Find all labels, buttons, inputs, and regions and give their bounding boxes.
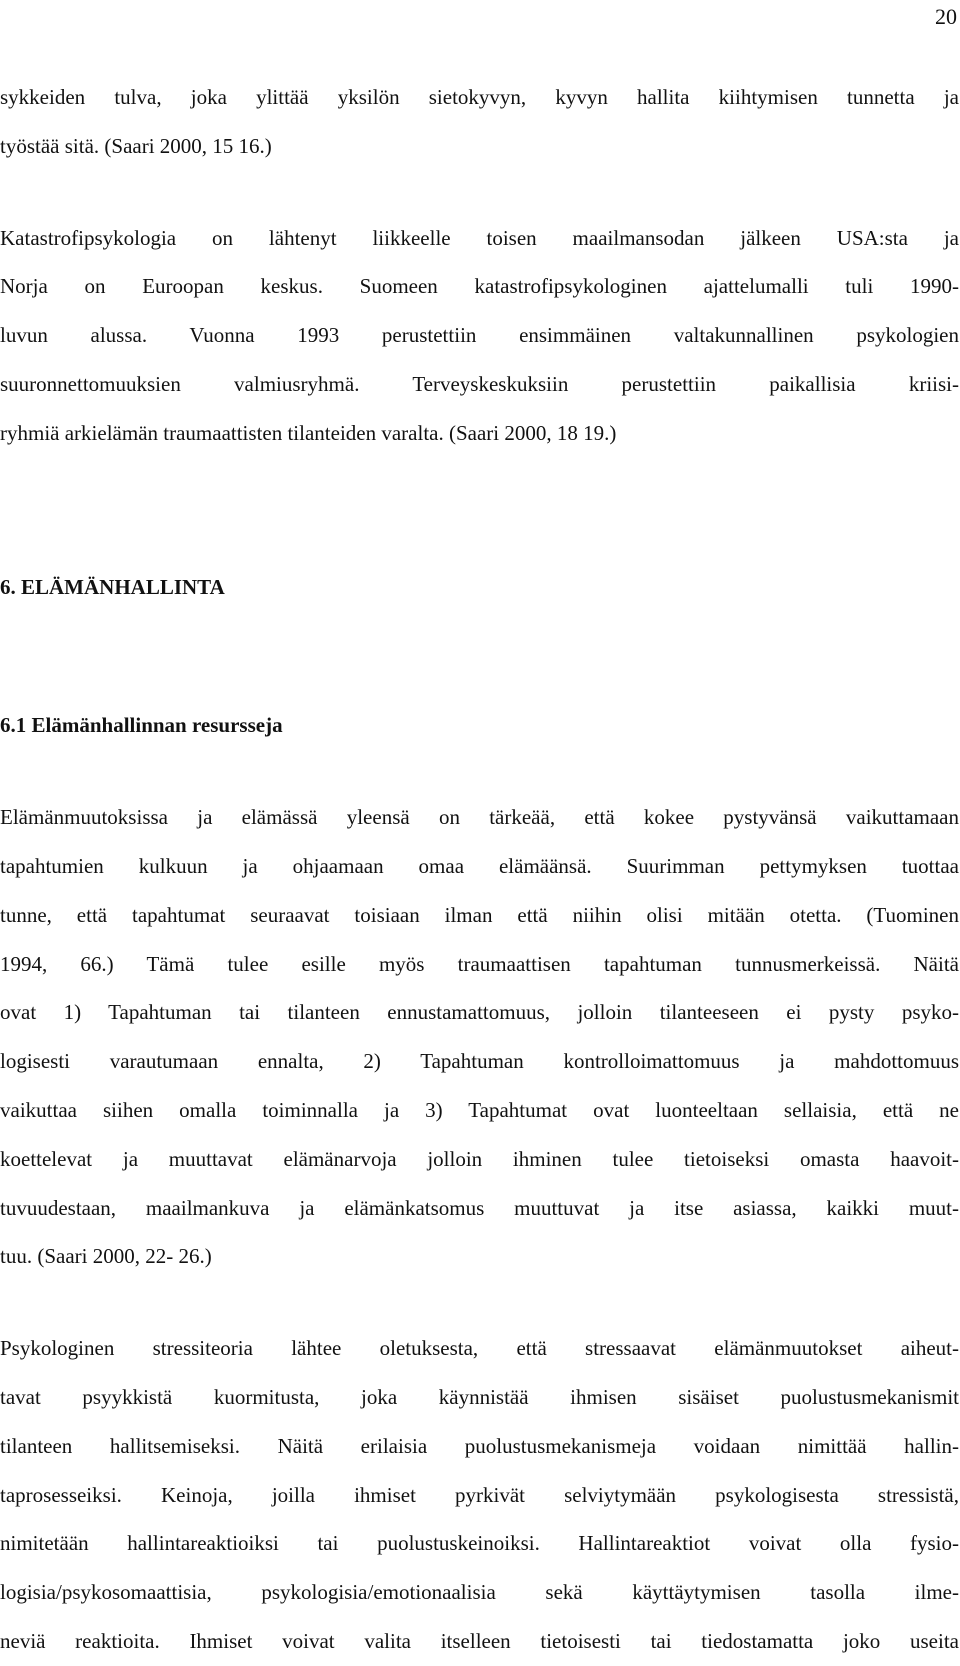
text-line: taprosesseiksi. Keinoja, joilla ihmiset pyrkivät selviytymään psykologisesta stressistä, [0, 1482, 959, 1507]
page-number: 20 [935, 4, 957, 29]
text-line: koettelevat ja muuttavat elämänarvoja jolloin ihminen tulee tietoiseksi omasta haavoit- [0, 1146, 959, 1171]
text-line: luvun alussa. Vuonna 1993 perustettiin ensimmäinen valtakunnallinen psykologien [0, 323, 959, 348]
text-line: tuu. (Saari 2000, 22- 26.) [0, 1244, 212, 1269]
text-line: Katastrofipsykologia on lähtenyt liikkeelle toisen maailmansodan jälkeen USA:sta ja [0, 225, 959, 250]
paragraph-stress-reaction [0, 73, 959, 171]
text-line: työstää sitä. (Saari 2000, 15 16.) [0, 133, 272, 158]
document-body [0, 73, 959, 1666]
text-line: tilanteen hallitsemiseksi. Näitä erilaisia puolustusmekanismeja voidaan nimittää hallin- [0, 1433, 959, 1458]
text-line: Psykologinen stressiteoria lähtee oletuksesta, että stressaavat elämänmuutokset aiheut- [0, 1336, 959, 1361]
text-line: logisesti varautumaan ennalta, 2) Tapahtuman kontrolloimattomuus ja mahdottomuus [0, 1049, 959, 1074]
text-line: tapahtumien kulkuun ja ohjaamaan omaa elämäänsä. Suurimman pettymyksen tuottaa [0, 853, 959, 878]
chapter-heading: 6. ELÄMÄNHALLINTA [0, 574, 225, 599]
text-line: Elämänmuutoksissa ja elämässä yleensä on tärkeää, että kokee pystyvänsä vaikuttamaan [0, 805, 959, 830]
paragraph-disaster-psychology [0, 214, 959, 458]
text-line: ovat 1) Tapahtuman tai tilanteen ennustamattomuus, jolloin tilanteeseen ei pysty psyko- [0, 1000, 959, 1025]
text-line: tavat psyykkistä kuormitusta, joka käynnistää ihmisen sisäiset puolustusmekanismit [0, 1384, 959, 1409]
text-line: Norja on Euroopan keskus. Suomeen katastrofipsykologinen ajattelumalli tuli 1990- [0, 274, 959, 299]
section-heading: 6.1 Elämänhallinnan resursseja [0, 713, 283, 738]
text-line: tunne, että tapahtumat seuraavat toisiaan ilman että niihin olisi mitään otetta. (Tuominen [0, 902, 959, 927]
text-line: vaikuttaa siihen omalla toiminnalla ja 3) Tapahtumat ovat luonteeltaan sellaisia, että ne [0, 1097, 959, 1122]
text-line: logisia/psykosomaattisia, psykologisia/emotionaalisia sekä käyttäytymisen tasolla ilme- [0, 1580, 959, 1605]
text-line: tuvuudestaan, maailmankuva ja elämänkatsomus muuttuvat ja itse asiassa, kaikki muut- [0, 1195, 959, 1220]
paragraph-life-changes [0, 793, 959, 1281]
text-line: suuronnettomuuksien valmiusryhmä. Terveyskeskuksiin perustettiin paikallisia kriisi- [0, 371, 959, 396]
text-line: sykkeiden tulva, joka ylittää yksilön sietokyvyn, kyvyn hallita kiihtymisen tunnetta ja [0, 85, 959, 109]
text-line: neviä reaktioita. Ihmiset voivat valita itselleen tietoisesti tai tiedostamatta joko useita [0, 1628, 959, 1653]
paragraph-stress-theory [0, 1324, 959, 1666]
text-line: nimitetään hallintareaktioiksi tai puolustuskeinoiksi. Hallintareaktiot voivat olla fysio- [0, 1531, 959, 1556]
text-line: ryhmiä arkielämän traumaattisten tilanteiden varalta. (Saari 2000, 18 19.) [0, 420, 617, 445]
text-line: 1994, 66.) Tämä tulee esille myös traumaattisen tapahtuman tunnusmerkeissä. Näitä [0, 951, 959, 976]
